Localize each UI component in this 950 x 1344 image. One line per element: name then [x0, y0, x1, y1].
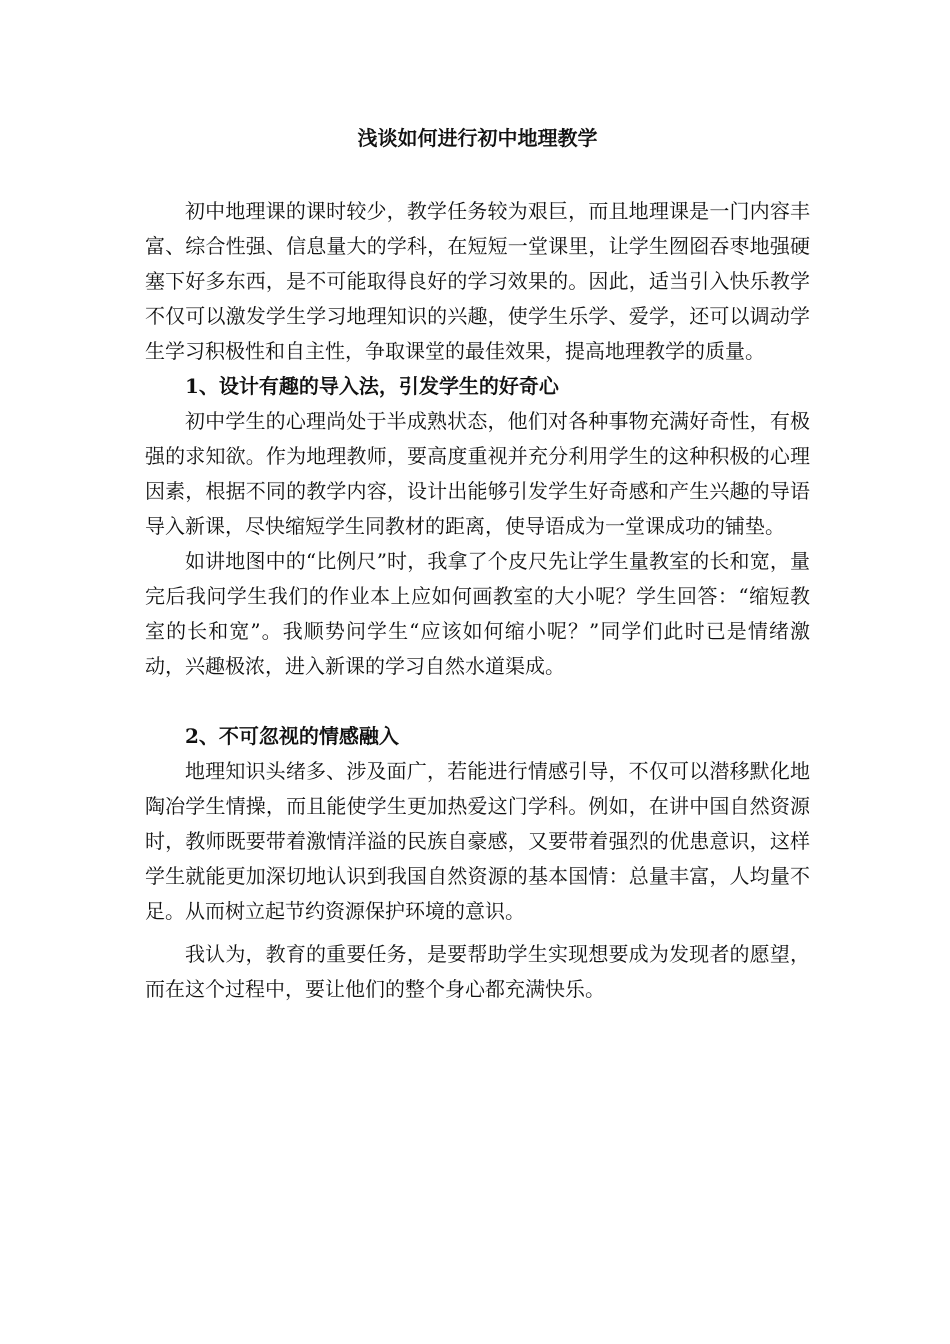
section-1-heading: 1、设计有趣的导入法，引发学生的好奇心 [185, 374, 559, 398]
spacer [145, 684, 810, 719]
section-1-paragraph-2: 如讲地图中的“比例尺”时，我拿了个皮尺先让学生量教室的长和宽，量完后我问学生我们的作业本上应如何画教室的大小呢？学生回答：“缩短教室的长和宽”。我顺势问学生“应该如何缩小呢？”同学们此时已是情绪激动，兴趣极浓，进入新课的学习自然水道渠成。 [145, 549, 810, 678]
intro-paragraph: 初中地理课的课时较少，教学任务较为艰巨，而且地理课是一门内容丰富、综合性强、信息量大的学科，在短短一堂课里，让学生囫囵吞枣地强硬塞下好多东西，是不可能取得良好的学习效果的。因此，适当引入快乐教学不仅可以激发学生学习地理知识的兴趣，使学生乐学、爱学，还可以调动学生学习积极性和自主性，争取课堂的最佳效果，提高地理教学的质量。 [145, 199, 810, 363]
section-2-paragraph-1: 地理知识头绪多、涉及面广，若能进行情感引导，不仅可以潜移默化地陶冶学生情操，而且能使学生更加热爱这门学科。例如，在讲中国自然资源时，教师既要带着激情洋溢的民族自豪感，又要带着强烈的优患意识，这样学生就能更加深切地认识到我国自然资源的基本国情：总量丰富，人均量不足。从而树立起节约资源保护环境的意识。 [145, 759, 810, 923]
spacer [145, 158, 810, 194]
conclusion-paragraph: 我认为，教育的重要任务，是要帮助学生实现想要成为发现者的愿望，而在这个过程中，要让他们的整个身心都充满快乐。 [145, 942, 810, 1001]
section-2-heading: 2、不可忽视的情感融入 [185, 724, 399, 748]
spacer [145, 929, 810, 937]
document-body [145, 118, 810, 1007]
page-title: 浅谈如何进行初中地理教学 [357, 126, 598, 150]
section-1-paragraph-1: 初中学生的心理尚处于半成熟状态，他们对各种事物充满好奇性，有极强的求知欲。作为地理教师，要高度重视并充分利用学生的这种积极的心理因素，根据不同的教学内容，设计出能够引发学生好奇感和产生兴趣的导语导入新课，尽快缩短学生同教材的距离，使导语成为一堂课成功的铺垫。 [145, 409, 810, 538]
